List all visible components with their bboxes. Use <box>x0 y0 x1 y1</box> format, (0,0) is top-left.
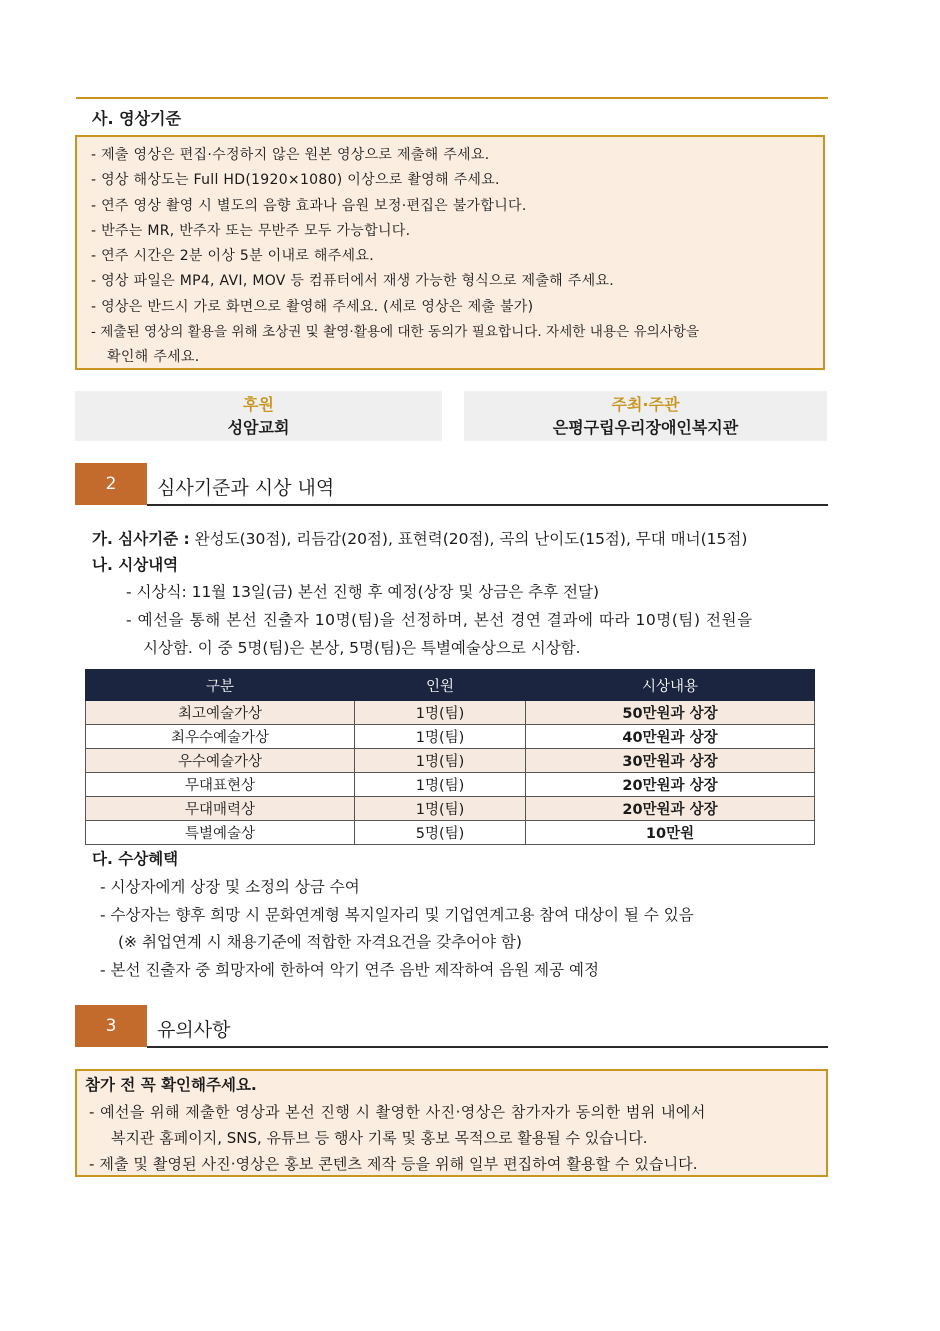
table-header-cell: 시상내용 <box>526 670 815 701</box>
video-criteria-item: - 연주 영상 촬영 시 별도의 음향 효과나 음원 보정·편집은 불가합니다. <box>91 197 527 214</box>
organizer-label: 주최·주관 <box>611 395 680 414</box>
notice-item-continuation: 복지관 홈페이지, SNS, 유튜브 등 행사 기록 및 홍보 목적으로 활용될 수 있습니다. <box>111 1129 648 1147</box>
benefit-item: - 수상자는 향후 희망 시 문화연계형 복지일자리 및 기업연계고용 참여 대상이 될 수 있음 <box>100 906 694 924</box>
table-cell: 무대매력상 <box>86 797 355 821</box>
award-item: - 시상식: 11월 13일(금) 본선 진행 후 예정(상장 및 상금은 추후 전달) <box>126 583 600 601</box>
sponsor-value: 성암교회 <box>227 418 290 437</box>
organizer-box <box>464 391 827 441</box>
table-row <box>86 797 815 821</box>
criteria-label: 가. 심사기준 : <box>92 530 190 548</box>
section-underline <box>147 504 828 506</box>
notice-item: - 제출 및 촬영된 사진·영상은 홍보 콘텐츠 제작 등을 위해 일부 편집하여 활용할 수 있습니다. <box>89 1155 698 1173</box>
award-table <box>85 669 815 845</box>
table-header-row <box>86 670 815 701</box>
table-row <box>86 701 815 725</box>
video-criteria-item: - 영상 파일은 MP4, AVI, MOV 등 컴퓨터에서 재생 가능한 형식으로 제출해 주세요. <box>91 273 614 290</box>
table-header-cell: 인원 <box>355 670 526 701</box>
sponsor-box <box>75 391 442 441</box>
table-cell: 최우수예술가상 <box>86 725 355 749</box>
table-cell: 1명(팀) <box>355 725 526 749</box>
notice-box <box>75 1069 828 1177</box>
table-row <box>86 725 815 749</box>
table-cell: 5명(팀) <box>355 821 526 845</box>
table-cell: 1명(팀) <box>355 749 526 773</box>
table-row <box>86 749 815 773</box>
notice-item: - 예선을 위해 제출한 영상과 본선 진행 시 촬영한 사진·영상은 참가자가 동의한 범위 내에서 <box>89 1103 706 1121</box>
video-criteria-item: - 제출된 영상의 활용을 위해 초상권 및 촬영·활용에 대한 동의가 필요합니다. 자세한 내용은 유의사항을 <box>91 324 700 341</box>
award-label: 나. 시상내역 <box>92 556 179 574</box>
section-title: 유의사항 <box>157 1019 231 1041</box>
criteria-line <box>92 527 747 551</box>
table-cell: 40만원과 상장 <box>526 725 815 749</box>
table-cell: 우수예술가상 <box>86 749 355 773</box>
section-divider <box>76 97 828 99</box>
table-cell: 특별예술상 <box>86 821 355 845</box>
table-cell: 최고예술가상 <box>86 701 355 725</box>
video-criteria-item: - 반주는 MR, 반주자 또는 무반주 모두 가능합니다. <box>91 222 411 239</box>
section-number: 2 <box>75 463 147 505</box>
table-cell: 1명(팀) <box>355 701 526 725</box>
video-criteria-box <box>75 135 825 370</box>
video-criteria-item: - 영상은 반드시 가로 화면으로 촬영해 주세요. (세로 영상은 제출 불가) <box>91 298 534 315</box>
benefit-item-note: (※ 취업연계 시 채용기준에 적합한 자격요건을 갖추어야 함) <box>118 933 522 951</box>
organizer-value: 은평구립우리장애인복지관 <box>552 418 739 437</box>
benefit-item: - 본선 진출자 중 희망자에 한하여 악기 연주 음반 제작하여 음원 제공 예정 <box>100 961 599 979</box>
table-cell: 20만원과 상장 <box>526 797 815 821</box>
criteria-text: 완성도(30점), 리듬감(20점), 표현력(20점), 곡의 난이도(15점), 무대 매너(15점) <box>189 530 748 548</box>
benefit-label: 다. 수상혜택 <box>92 850 179 868</box>
sponsor-label: 후원 <box>243 395 274 414</box>
table-row <box>86 821 815 845</box>
table-cell: 20만원과 상장 <box>526 773 815 797</box>
benefit-item: - 시상자에게 상장 및 소정의 상금 수여 <box>100 878 360 896</box>
table-cell: 1명(팀) <box>355 797 526 821</box>
award-item: - 예선을 통해 본선 진출자 10명(팀)을 선정하며, 본선 경연 결과에 따라 10명(팀) 전원을 <box>126 611 753 629</box>
table-row <box>86 773 815 797</box>
table-cell: 30만원과 상장 <box>526 749 815 773</box>
table-header-cell: 구분 <box>86 670 355 701</box>
table-cell: 10만원 <box>526 821 815 845</box>
video-criteria-item: - 제출 영상은 편집·수정하지 않은 원본 영상으로 제출해 주세요. <box>91 147 490 163</box>
section-underline <box>147 1046 828 1048</box>
section-sa-title: 사. 영상기준 <box>92 109 181 128</box>
video-criteria-item: - 연주 시간은 2분 이상 5분 이내로 해주세요. <box>91 248 374 265</box>
section-number: 3 <box>75 1005 147 1047</box>
notice-title: 참가 전 꼭 확인해주세요. <box>85 1076 257 1094</box>
award-item-continuation: 시상함. 이 중 5명(팀)은 본상, 5명(팀)은 특별예술상으로 시상함. <box>143 639 581 657</box>
table-cell: 1명(팀) <box>355 773 526 797</box>
table-cell: 무대표현상 <box>86 773 355 797</box>
table-cell: 50만원과 상장 <box>526 701 815 725</box>
section-title: 심사기준과 시상 내역 <box>157 477 335 499</box>
video-criteria-item-continuation: 확인해 주세요. <box>107 349 200 366</box>
video-criteria-item: - 영상 해상도는 Full HD(1920×1080) 이상으로 촬영해 주세요. <box>91 172 500 189</box>
